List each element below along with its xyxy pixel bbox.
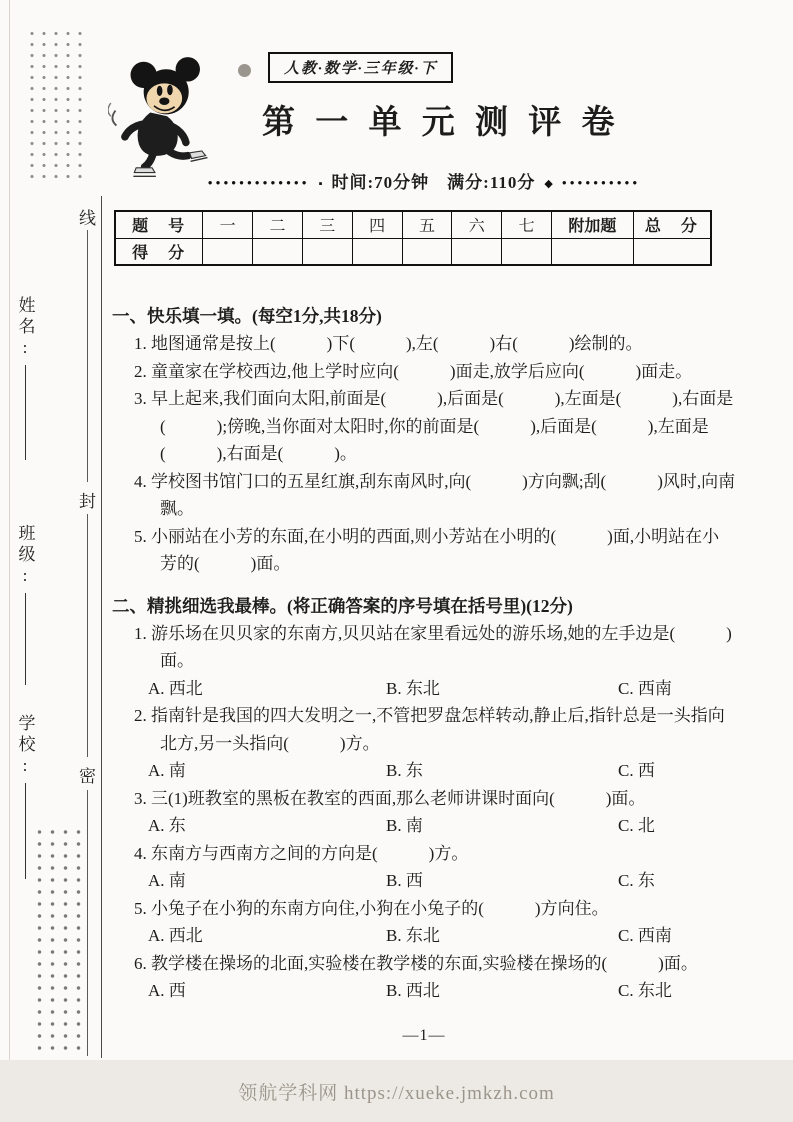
option-b: B. 东北 xyxy=(386,678,440,698)
binding-seal-line-segment xyxy=(87,230,88,482)
question-item: 3. 三(1)班教室的黑板在教室的西面,那么老师讲课时面向( )面。 xyxy=(134,788,646,808)
binding-dots-top xyxy=(26,28,84,186)
score-table-header-row xyxy=(115,211,711,238)
name-field xyxy=(12,296,38,460)
option-b: B. 西北 xyxy=(386,981,440,1000)
time-score-text: 时间:70分钟 满分:110分 xyxy=(331,173,536,192)
score-cell-empty xyxy=(253,238,303,265)
square-bullet-icon: ▪ xyxy=(318,178,323,190)
score-cell-empty xyxy=(452,238,502,265)
score-table-header-cell: 题 号 xyxy=(115,211,203,238)
score-cell-empty xyxy=(402,238,452,265)
mascot-mickey-skating-illustration xyxy=(108,56,230,183)
score-table-header-cell: 一 xyxy=(203,211,253,238)
score-table-header-cell: 附加题 xyxy=(552,211,634,238)
class-field-blank-line xyxy=(25,593,26,685)
option-c: C. 西南 xyxy=(618,678,672,698)
option-c: C. 东北 xyxy=(618,981,672,1000)
score-table-header-cell: 五 xyxy=(402,211,452,238)
option-a: A. 东 xyxy=(148,816,186,835)
binding-border-line xyxy=(101,196,102,1058)
score-cell-empty xyxy=(203,238,253,265)
edition-label: 人教·数学·三年级·下 xyxy=(268,52,453,83)
option-b: B. 南 xyxy=(386,816,423,835)
binding-dots-bottom xyxy=(33,826,87,1050)
option-b: B. 东 xyxy=(386,761,423,780)
option-a: A. 西北 xyxy=(148,678,203,698)
section-1-title: 一、快乐填一填。(每空1分,共18分) xyxy=(112,306,382,326)
question-item: 2. 指南针是我国的四大发明之一,不管把罗盘怎样转动,静止后,指针总是一头指向北方,另一头指向( )方。 xyxy=(134,706,725,753)
class-field xyxy=(12,524,38,685)
option-c: C. 北 xyxy=(618,816,655,835)
options-row xyxy=(134,757,736,785)
dotted-rule-right: ●●●●●●●●●● xyxy=(561,178,641,187)
paper-content xyxy=(112,48,736,1045)
question-item: 4. 学校图书馆门口的五星红旗,刮东南风时,向( )方向飘;刮( )风时,向南飘。 xyxy=(134,471,736,518)
school-field xyxy=(12,714,38,879)
score-table-header-cell: 总 分 xyxy=(633,211,711,238)
section-multiple-choice xyxy=(112,592,736,1005)
dotted-rule-left: ●●●●●●●●●●●●● xyxy=(207,178,310,187)
name-field-blank-line xyxy=(25,365,26,460)
page-title: 第 一 单 元 测 评 卷 xyxy=(262,105,621,141)
binding-line-char: 线 xyxy=(79,209,96,228)
score-table-header-cell: 四 xyxy=(352,211,402,238)
question-item: 5. 小兔子在小狗的东南方向住,小狗在小兔子的( )方向住。 xyxy=(134,898,609,918)
scan-edge-line xyxy=(9,0,10,1122)
options-row xyxy=(134,812,736,840)
question-item: 5. 小丽站在小芳的东面,在小明的西面,则小芳站在小明的( )面,小明站在小芳的( )面。 xyxy=(134,526,720,573)
diamond-bullet-icon: ◆ xyxy=(544,178,553,190)
time-score-line xyxy=(112,168,736,193)
options-row xyxy=(134,977,736,1005)
option-b: B. 西 xyxy=(386,871,423,890)
class-field-label: 班级: xyxy=(15,524,35,589)
score-cell-empty xyxy=(302,238,352,265)
score-cell-empty xyxy=(552,238,634,265)
option-a: A. 南 xyxy=(148,871,186,890)
question-item: 4. 东南方与西南方之间的方向是( )方。 xyxy=(134,843,469,863)
name-field-label: 姓名: xyxy=(15,296,35,361)
question-item: 1. 地图通常是按上( )下( ),左( )右( )绘制的。 xyxy=(134,334,643,353)
score-cell-empty xyxy=(352,238,402,265)
binding-seal-line-segment xyxy=(87,790,88,1056)
options-row xyxy=(134,922,736,950)
option-a: A. 南 xyxy=(148,761,186,780)
question-item: 1. 游乐场在贝贝家的东南方,贝贝站在家里看远处的游乐场,她的左手边是( )面。 xyxy=(134,623,732,670)
binding-secret-char: 密 xyxy=(79,767,96,786)
page-number: —1— xyxy=(402,1026,446,1044)
score-cell-empty xyxy=(633,238,711,265)
score-cell-empty xyxy=(502,238,552,265)
options-row xyxy=(134,675,736,703)
school-field-blank-line xyxy=(25,783,26,879)
score-table-header-cell: 三 xyxy=(302,211,352,238)
options-row xyxy=(134,867,736,895)
option-b: B. 东北 xyxy=(386,926,440,945)
question-item: 2. 童童家在学校西边,他上学时应向( )面走,放学后应向( )面走。 xyxy=(134,361,693,381)
score-row-label: 得 分 xyxy=(115,238,203,265)
school-field-label: 学校: xyxy=(15,714,35,779)
score-table-header-cell: 六 xyxy=(452,211,502,238)
option-c: C. 西南 xyxy=(618,926,672,945)
score-table xyxy=(114,210,712,266)
score-table-header-cell: 二 xyxy=(253,211,303,238)
paper-header xyxy=(112,48,736,210)
decorative-dot xyxy=(238,64,251,77)
section-fill-in-blanks xyxy=(112,302,736,578)
question-item: 6. 教学楼在操场的北面,实验楼在教学楼的东面,实验楼在操场的( )面。 xyxy=(134,953,698,973)
option-a: A. 西 xyxy=(148,981,186,1000)
option-c: C. 东 xyxy=(618,871,655,890)
section-2-title: 二、精挑细选我最棒。(将正确答案的序号填在括号里)(12分) xyxy=(112,595,573,616)
score-table-header-cell: 七 xyxy=(502,211,552,238)
option-a: A. 西北 xyxy=(148,926,203,945)
binding-seal-line-segment xyxy=(87,514,88,757)
binding-seal-char: 封 xyxy=(79,492,96,511)
option-c: C. 西 xyxy=(618,761,655,780)
question-item: 3. 早上起来,我们面向太阳,前面是( ),后面是( ),左面是( ),右面是( );傍晚,当你面对太阳时,你的前面是( ),后面是( ),左面是( ),右面是( )。 xyxy=(134,389,734,463)
footer-watermark: 领航学科网 https://xueke.jmkzh.com xyxy=(0,1060,793,1122)
score-table-score-row xyxy=(115,238,711,265)
